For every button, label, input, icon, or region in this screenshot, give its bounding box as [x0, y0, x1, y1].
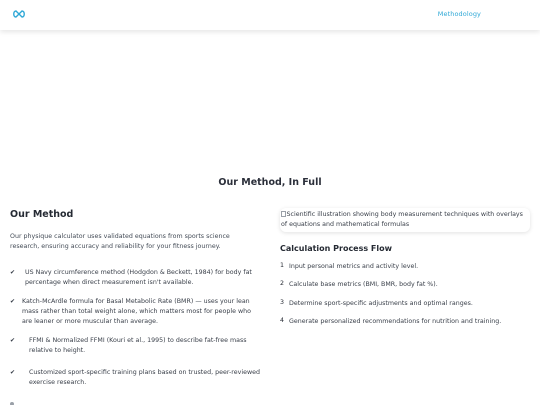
infinity-logo-icon[interactable] — [13, 9, 25, 19]
broken-image-icon — [281, 211, 286, 217]
method-item-text: Katch-McArdle formula for Basal Metabolic Rate (BMR) — uses your lean mass rather than total weight alone, which matters most for people who are leaner or more muscular than average. — [22, 298, 251, 325]
step-text: Generate personalized recommendations for nutrition and training. — [289, 318, 502, 325]
illustration-alt-text: Scientific illustration showing body measurement techniques with overlays of equations and mathematical formulas — [281, 211, 523, 228]
step-text: Input personal metrics and activity level. — [289, 263, 419, 270]
checkmark-icon: ✔ — [10, 269, 16, 276]
step-number: 4 — [280, 317, 285, 324]
top-navigation-bar — [0, 0, 540, 30]
our-method-section — [10, 209, 262, 386]
step-number: 3 — [280, 299, 285, 306]
step-number: 1 — [280, 262, 285, 269]
our-method-intro: Our physique calculator uses validated equations from sports science research, ensuring accuracy and reliability for your fitness journey. — [10, 233, 230, 250]
section-title: Our Method, In Full — [218, 177, 322, 188]
nav-link-methodology[interactable]: Methodology — [437, 10, 481, 18]
checkmark-icon: ✔ — [10, 298, 16, 305]
illustration-image — [280, 208, 530, 232]
method-item-text: Customized sport-specific training plans based on trusted, peer-reviewed exercise research. — [29, 369, 261, 386]
step-text: Determine sport-specific adjustments and optimal ranges. — [289, 300, 473, 307]
method-item-text: US Navy circumference method (Hodgdon & Beckett, 1984) for body fat percentage when direct measurement isn't available. — [25, 269, 252, 286]
step-number: 2 — [280, 280, 285, 287]
step-text: Calculate base metrics (BMI, BMR, body fat %). — [289, 281, 438, 288]
checkmark-icon: ✔ — [10, 369, 16, 376]
method-item-text: FFMI & Normalized FFMI (Kouri et al., 1995) to describe fat-free mass relative to height. — [29, 337, 247, 354]
process-flow-title: Calculation Process Flow — [280, 244, 393, 253]
our-method-heading: Our Method — [10, 209, 74, 220]
checkmark-icon: ✔ — [10, 337, 16, 344]
